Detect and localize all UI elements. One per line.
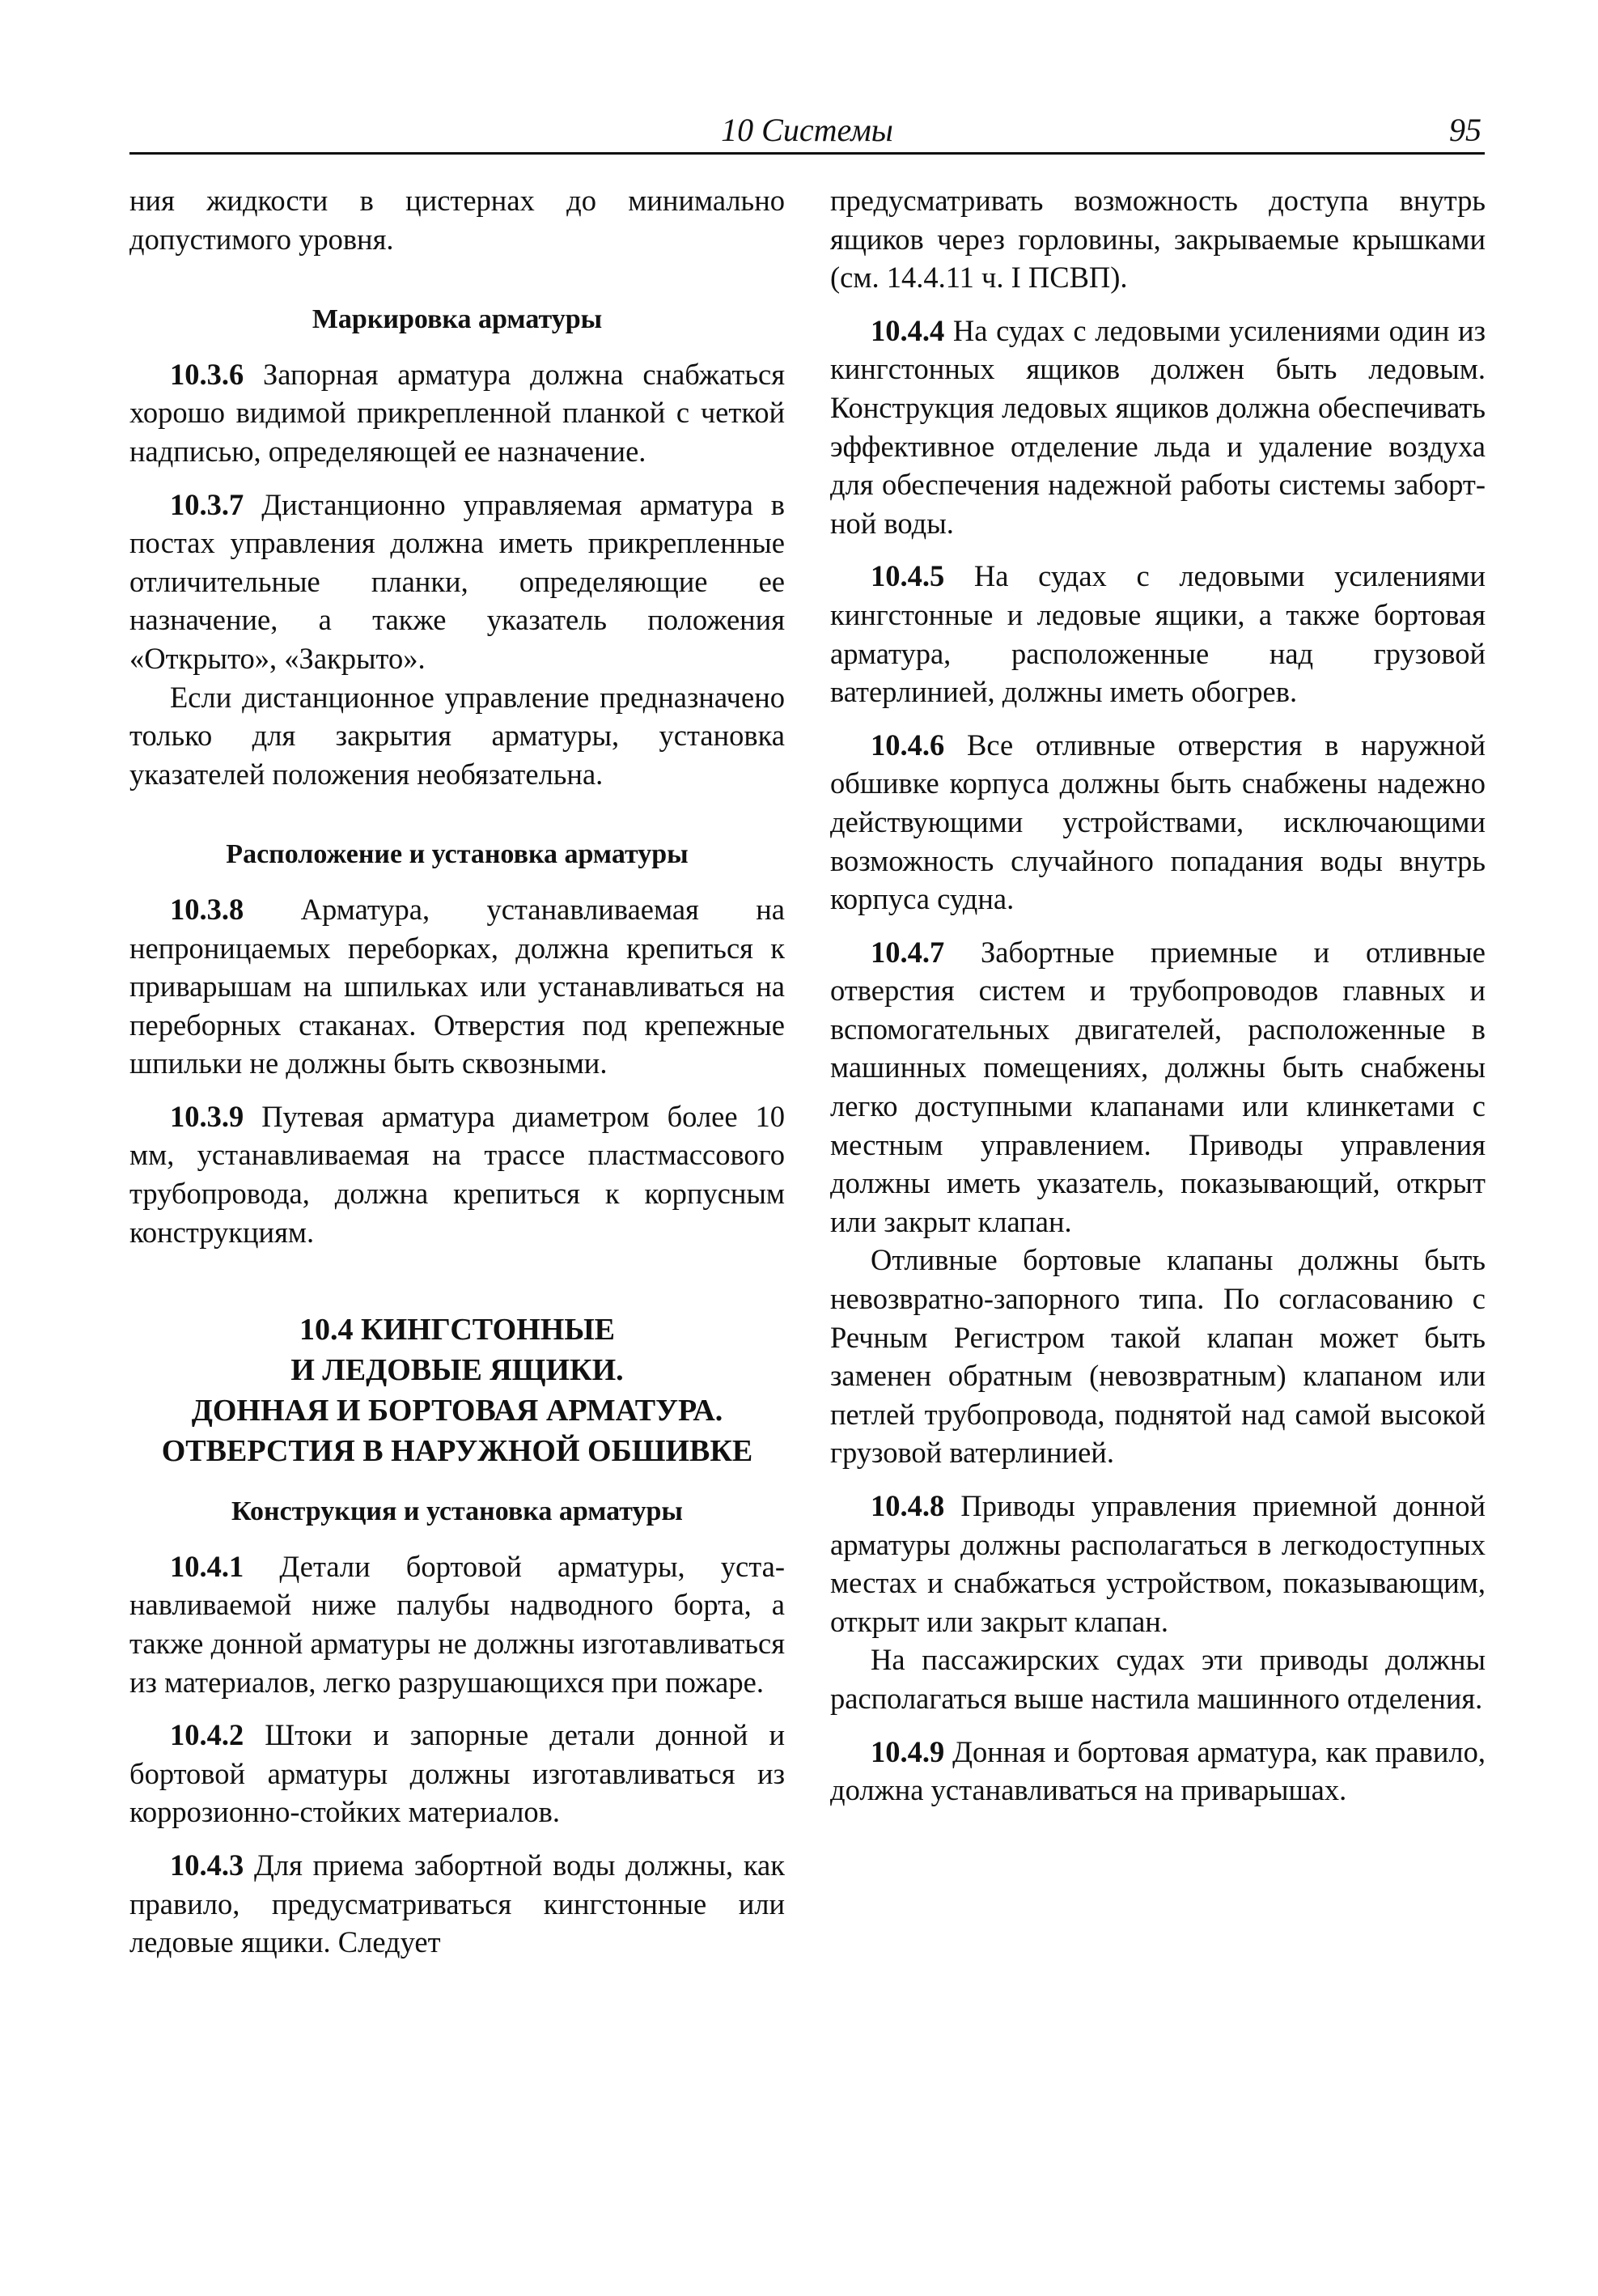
paragraph-continued: предусматривать возможность доступа внутрь ящиков через горловины, закрываемые крышками (см. 14.4.11 ч. I ПСВП). <box>830 184 1486 295</box>
clause-number: 10.4.1 <box>170 1549 244 1583</box>
clause-text: Все отливные отверстия в наружной обшивке корпуса должны быть снабжены надежно действующими устройствами, исключающими возможность случайного попадания воды внутрь корпуса судна. <box>830 728 1486 916</box>
paragraph-discharge-valves: Отливные бортовые клапаны должны быть невозвратно-запорного типа. По согласованию с Речным Регистром такой клапан может быть заменен обратным (невозвратным) клапаном или петлей трубопровода, поднятой над самой высокой грузовой ватерлинией. <box>830 1243 1486 1470</box>
right-column <box>830 181 1486 1810</box>
clause-number: 10.3.8 <box>170 892 244 926</box>
subheading-location: Расположение и установка арматуры <box>226 839 689 870</box>
section-heading-line: И ЛЕДОВЫЕ ЯЩИКИ. <box>290 1353 624 1388</box>
paragraph-10-4-1 <box>129 1547 785 1701</box>
clause-number: 10.3.6 <box>170 357 244 391</box>
paragraph-continued: ния жидкости в цистернах до минимально допустимого уровня. <box>129 184 785 256</box>
clause-text: Штоки и запорные детали донной и бортовой арматуры должны изготавливаться из коррозионно-стойких материалов. <box>129 1718 785 1829</box>
clause-text: На судах с ледовыми усилениями один из кингстонных ящиков должен быть ледовым. Конструкция ледовых ящиков должна обеспечивать эффективное отделение льда и удаление воздуха для обеспечения надежной работы системы забортной воды. <box>830 313 1486 540</box>
clause-text: Запорная арматура должна снабжаться хорошо видимой прикрепленной планкой с четкой надписью, определяющей ее назначение. <box>129 357 785 468</box>
clause-number: 10.4.5 <box>871 559 945 593</box>
clause-text: Приводы управления приемной донной арматуры должны располагаться в легкодоступных местах и снабжаться устройством, показывающим, открыт или закрыт клапан. <box>830 1489 1486 1638</box>
paragraph-10-4-6 <box>830 726 1486 919</box>
paragraph-10-4-4 <box>830 312 1486 543</box>
clause-text: Арматура, устанавливаемая на непроницаемых переборках, должна крепиться к приварышам на шпильках или устанавливаться на переборных стаканах. Отверстия под крепежные шпильки не должны быть сквозными. <box>129 892 785 1080</box>
clause-number: 10.3.9 <box>170 1099 244 1133</box>
paragraph-10-4-8 <box>830 1487 1486 1640</box>
clause-number: 10.4.7 <box>871 935 945 969</box>
left-column <box>129 181 785 1962</box>
clause-number: 10.4.8 <box>871 1489 945 1522</box>
clause-number: 10.4.2 <box>170 1718 244 1752</box>
section-heading-line: ОТВЕРСТИЯ В НАРУЖНОЙ ОБШИВКЕ <box>161 1434 753 1469</box>
clause-number: 10.4.9 <box>871 1734 945 1768</box>
paragraph-10-3-6 <box>129 355 785 471</box>
clause-text: Путевая арматура диаметром более 10 мм, устанавливаемая на трассе пластмассового трубопровода, должна крепиться к корпусным конструкциям. <box>129 1099 785 1249</box>
section-heading-line: ДОННАЯ И БОРТОВАЯ АРМАТУРА. <box>191 1394 723 1428</box>
running-header-title: 10 Системы <box>721 112 893 148</box>
clause-number: 10.4.4 <box>871 313 945 347</box>
paragraph-remote-control: Если дистанционное управление предназначено только для закрытия арматуры, установка указателей положения необязательна. <box>129 680 785 791</box>
paragraph-10-4-7 <box>830 933 1486 1241</box>
paragraph-10-4-9 <box>830 1733 1486 1810</box>
clause-text: Донная и бортовая арматура, как правило, должна устанавливаться на приварышах. <box>830 1734 1486 1807</box>
clause-number: 10.4.6 <box>871 728 945 762</box>
subheading-marking: Маркировка арматуры <box>312 304 603 335</box>
paragraph-10-3-9 <box>129 1097 785 1251</box>
clause-text: Для приема забортной воды должны, как правило, предусматриваться кингстонные или ледовые ящики. Следует <box>129 1848 785 1959</box>
clause-text: На судах с ледовыми усилениями кингстонные и ледовые ящики, а также бортовая арматура, расположенные над грузовой ватерлинией, должны иметь обогрев. <box>830 559 1486 709</box>
clause-number: 10.4.3 <box>170 1848 244 1882</box>
paragraph-10-3-8 <box>129 890 785 1083</box>
subheading-construction: Конструкция и установка арматуры <box>231 1496 683 1527</box>
section-heading-10-4 <box>129 1309 785 1471</box>
paragraph-10-3-7 <box>129 486 785 678</box>
clause-text: Детали бортовой арматуры, устанавливаемой ниже палубы надводного борта, а также донной арматуры не должны изготавливаться из материалов, легко разрушающихся при пожаре. <box>129 1549 785 1699</box>
paragraph-passenger-ships: На пассажирских судах эти приводы должны располагаться выше настила машинного отделения. <box>830 1643 1486 1715</box>
paragraph-10-4-3 <box>129 1846 785 1962</box>
clause-text: Дистанционно управляемая арматура в постах управления должна иметь прикрепленные отличительные планки, определяющие ее назначение, а также указатель положения «Открыто», «Закрыто». <box>129 487 785 675</box>
paragraph-10-4-2 <box>129 1716 785 1831</box>
section-heading-line: 10.4 КИНГСТОННЫЕ <box>299 1313 615 1347</box>
paragraph-10-4-5 <box>830 557 1486 711</box>
page-number: 95 <box>1449 112 1481 148</box>
running-header <box>129 112 1485 155</box>
clause-number: 10.3.7 <box>170 487 244 521</box>
clause-text: Забортные приемные и отливные отверстия систем и трубопроводов главных и вспомогательных двигателей, расположенные в машинных помещениях, должны быть снабжены легко доступными клапанами или клинкетами с местным управлением. Приводы управления должны иметь указатель, показывающий, открыт или закрыт клапан. <box>830 935 1486 1238</box>
